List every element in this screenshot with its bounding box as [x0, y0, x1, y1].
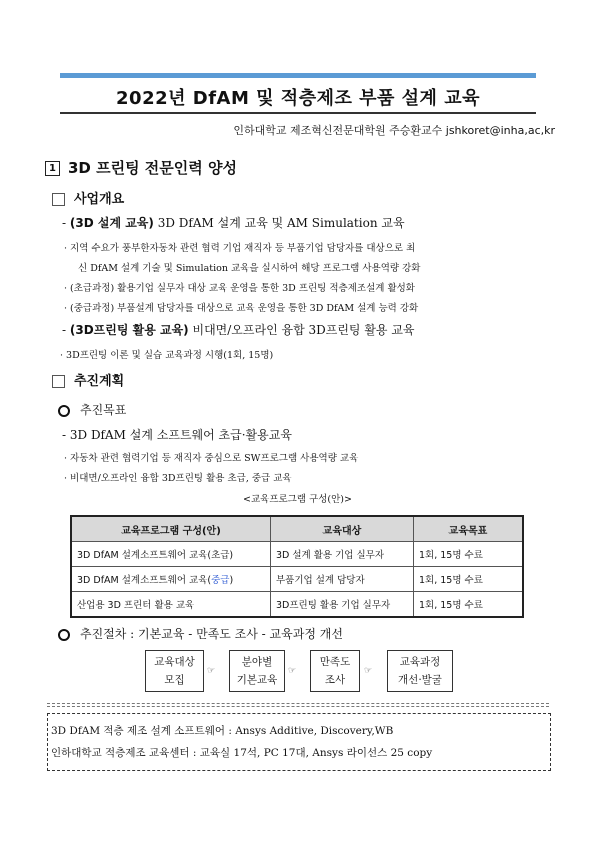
flow-step — [387, 650, 453, 692]
overview-bullet: · (초급과정) 활용기업 실무자 대상 교육 운영을 통한 3D 프린팅 적층제조설계 활성화 — [64, 283, 415, 294]
flow-step-line: 모집 — [164, 674, 185, 686]
flow-step-line: 분야별 — [241, 656, 273, 668]
flow-step-line: 만족도 — [319, 656, 351, 668]
table-cell: 3D프린팅 활용 기업 실무자 — [271, 592, 414, 618]
procedure-label-text: 추진절차 : 기본교육 - 만족도 조사 - 교육과정 개선 — [80, 627, 343, 641]
overview-bullet-cont: 신 DfAM 설계 기술 및 Simulation 교육을 실시하여 해당 프로그램 사용역량 강화 — [78, 263, 421, 274]
pointing-hand-icon: ☞ — [288, 666, 297, 676]
table-caption: <교육프로그램 구성(안)> — [243, 494, 352, 505]
checkbox-square-icon — [52, 193, 65, 206]
flow-step-line: 교육과정 — [399, 656, 441, 668]
notes-box — [47, 713, 551, 771]
title-accent-bar — [60, 73, 536, 78]
flow-step-line: 기본교육 — [236, 674, 278, 686]
overview-heading-text: 사업개요 — [74, 192, 125, 207]
dashed-separator — [47, 703, 549, 707]
table-row — [71, 567, 523, 592]
overview-item-1 — [62, 214, 405, 231]
item-bold-label: (3D프린팅 활용 교육) — [69, 323, 189, 337]
flow-step — [229, 650, 285, 692]
goal-label-text: 추진목표 — [80, 403, 127, 417]
goal-label — [58, 401, 126, 418]
procedure-label — [58, 625, 343, 642]
table-row — [71, 592, 523, 618]
section-title: 3D 프린팅 전문인력 양성 — [68, 159, 237, 177]
goal-bullet: · 자동차 관련 협력기업 등 재직자 중심으로 SW프로그램 사용역량 교육 — [64, 453, 359, 464]
table-header-cell: 교육대상 — [271, 516, 414, 542]
plan-heading — [52, 370, 124, 389]
note-line: 인하대학교 적층제조 교육센터 : 교육실 17석, PC 17대, Ansys 라이선스 25 copy — [51, 747, 433, 759]
pointing-hand-icon: ☞ — [364, 666, 373, 676]
highlighted-level: 중급 — [211, 575, 230, 586]
dash: - — [62, 216, 70, 230]
flow-step — [145, 650, 204, 692]
overview-heading — [52, 188, 124, 207]
table-row — [71, 542, 523, 567]
circle-bullet-icon — [58, 405, 70, 417]
section-number: 1 — [45, 161, 60, 176]
plan-heading-text: 추진계획 — [74, 374, 125, 389]
table-cell: 3D 설계 활용 기업 실무자 — [271, 542, 414, 567]
dash: - — [62, 323, 70, 337]
table-cell: 3D DfAM 설계소프트웨어 교육(초급) — [71, 542, 271, 567]
program-table — [70, 515, 524, 618]
table-cell: 3D DfAM 설계소프트웨어 교육(중급) — [71, 567, 271, 592]
table-cell: 1회, 15명 수료 — [414, 592, 524, 618]
circle-bullet-icon — [58, 629, 70, 641]
checkbox-square-icon — [52, 375, 65, 388]
item-bold-label: (3D 설계 교육) — [69, 216, 154, 230]
table-header-row — [71, 516, 523, 542]
table-cell: 산업용 3D 프린터 활용 교육 — [71, 592, 271, 618]
item-text: 비대면/오프라인 융합 3D프린팅 활용 교육 — [188, 323, 415, 337]
flow-step-line: 교육대상 — [154, 656, 195, 668]
overview-bullet: · (중급과정) 부품설계 담당자를 대상으로 교육 운영을 통한 3D DfAM 설계 능력 강화 — [64, 303, 419, 314]
pointing-hand-icon: ☞ — [207, 666, 216, 676]
title-underline — [60, 112, 536, 114]
note-line: 3D DfAM 적층 제조 설계 소프트웨어 : Ansys Additive, Discovery,WB — [51, 725, 394, 737]
table-cell: 1회, 15명 수료 — [414, 567, 524, 592]
overview-item-2 — [62, 321, 415, 338]
flow-step — [310, 650, 360, 692]
overview-bullet: · 3D프린팅 이론 및 실습 교육과정 시행(1회, 15명) — [60, 350, 274, 361]
table-header-cell: 교육프로그램 구성(안) — [71, 516, 271, 542]
goal-item: - 3D DfAM 설계 소프트웨어 초급·활용교육 — [62, 428, 292, 442]
overview-bullet: · 지역 수요가 풍부한자동차 관련 협력 기업 재직자 등 부품기업 담당자를 대상으로 최 — [64, 243, 416, 254]
flow-step-line: 조사 — [324, 674, 346, 686]
item-text: 3D DfAM 설계 교육 및 AM Simulation 교육 — [153, 216, 405, 230]
flow-step-line: 개선·발굴 — [398, 674, 442, 686]
table-cell: 부품기업 설계 담당자 — [271, 567, 414, 592]
table-cell: 1회, 15명 수료 — [414, 542, 524, 567]
goal-bullet: · 비대면/오프라인 융합 3D프린팅 활용 초급, 중급 교육 — [64, 473, 292, 484]
section-heading — [45, 157, 237, 178]
document-title: 2022년 DfAM 및 적층제조 부품 설계 교육 — [116, 88, 480, 109]
author-line: 인하대학교 제조혁신전문대학원 주승환교수 jshkoret@inha,ac,kr — [233, 124, 555, 137]
table-header-cell: 교육목표 — [414, 516, 524, 542]
